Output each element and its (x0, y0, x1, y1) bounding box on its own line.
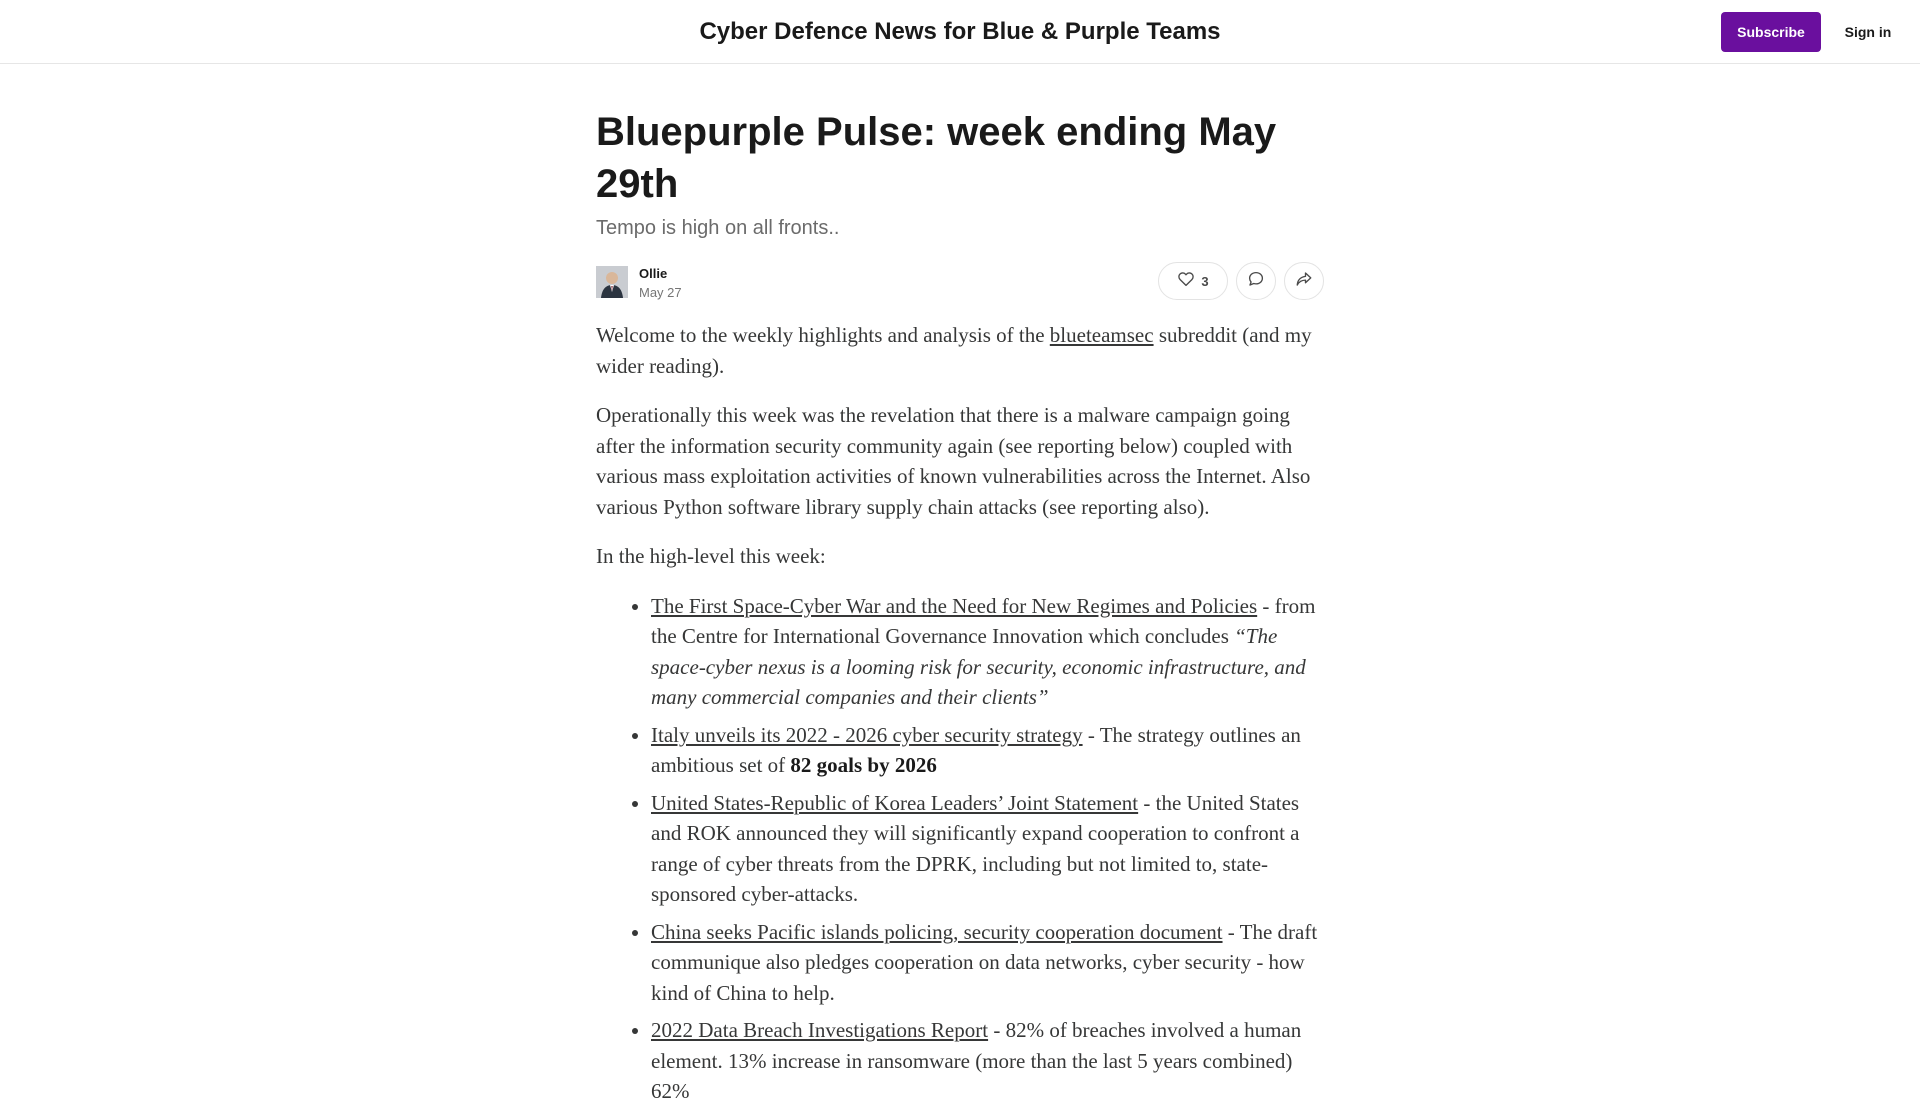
list-item (651, 788, 1324, 910)
share-icon (1295, 270, 1313, 293)
like-count: 3 (1201, 273, 1209, 289)
list-item (651, 1015, 1324, 1107)
author-avatar-image (596, 266, 628, 298)
item-text: - 82% of breaches involved a human element. 13% increase in ransomware (more than the last 5 years combined) 62% (651, 1018, 1302, 1103)
list-item (651, 917, 1324, 1009)
article-link[interactable]: United States-Republic of Korea Leaders’ Joint Statement (651, 790, 1139, 815)
post-body (596, 320, 1324, 1107)
operations-paragraph: Operationally this week was the revelation that there is a malware campaign going after the information security community again (see reporting below) coupled with various mass exploitation activities of known vulnerabilities across the Internet. Also various Python software library supply chain attacks (see reporting also). (596, 403, 1311, 519)
subscribe-button[interactable]: Subscribe (1721, 12, 1821, 52)
highlights-intro: In the high-level this week: (596, 544, 826, 568)
item-emphasis: 82 goals by 2026 (790, 753, 937, 777)
heart-icon (1177, 270, 1195, 293)
publication-title[interactable]: Cyber Defence News for Blue & Purple Teams (699, 18, 1221, 45)
share-button[interactable] (1284, 262, 1324, 300)
item-text: - The draft communique also pledges cooperation on data networks, cyber security - how kind of China to help. (651, 919, 1318, 1005)
post-title: Bluepurple Pulse: week ending May 29th (596, 110, 1277, 206)
post-subtitle: Tempo is high on all fronts.. (596, 217, 840, 239)
post-article (596, 106, 1324, 1114)
sign-in-link[interactable]: Sign in (1844, 24, 1892, 40)
article-link[interactable]: Italy unveils its 2022 - 2026 cyber security strategy (651, 722, 1083, 747)
list-item (651, 720, 1324, 781)
item-text: - from the Centre for International Governance Innovation which concludes (651, 593, 1316, 648)
post-date: May 27 (639, 285, 682, 300)
list-item (651, 591, 1324, 713)
comment-button[interactable] (1236, 262, 1276, 300)
intro-text: Welcome to the weekly highlights and analysis of the (596, 323, 1050, 347)
intro-paragraph (596, 320, 1324, 381)
like-button[interactable] (1158, 262, 1228, 300)
blueteamsec-link[interactable]: blueteamsec (1049, 323, 1154, 347)
author-avatar[interactable] (596, 266, 628, 298)
article-link[interactable]: 2022 Data Breach Investigations Report (651, 1018, 989, 1042)
article-link[interactable]: The First Space-Cyber War and the Need for New Regimes and Policies (651, 593, 1258, 618)
highlights-list (596, 591, 1324, 1107)
item-text: - The strategy outlines an ambitious set of (651, 722, 1301, 777)
item-text: - the United States and ROK announced they will significantly expand cooperation to confront a range of cyber threats from the DPRK, including but not limited to, state-sponsored cyber-attacks. (651, 790, 1300, 906)
top-navigation-bar (0, 0, 1920, 64)
article-link[interactable]: China seeks Pacific islands policing, security cooperation document (651, 919, 1223, 944)
author-name[interactable]: Ollie (639, 266, 668, 281)
post-byline (596, 258, 1324, 306)
comment-icon (1247, 270, 1265, 293)
item-quote: “The space-cyber nexus is a looming risk for security, economic infrastructure, and many commercial companies and their clients” (651, 624, 1306, 709)
intro-text-end: subreddit (and my wider reading). (596, 323, 1312, 378)
